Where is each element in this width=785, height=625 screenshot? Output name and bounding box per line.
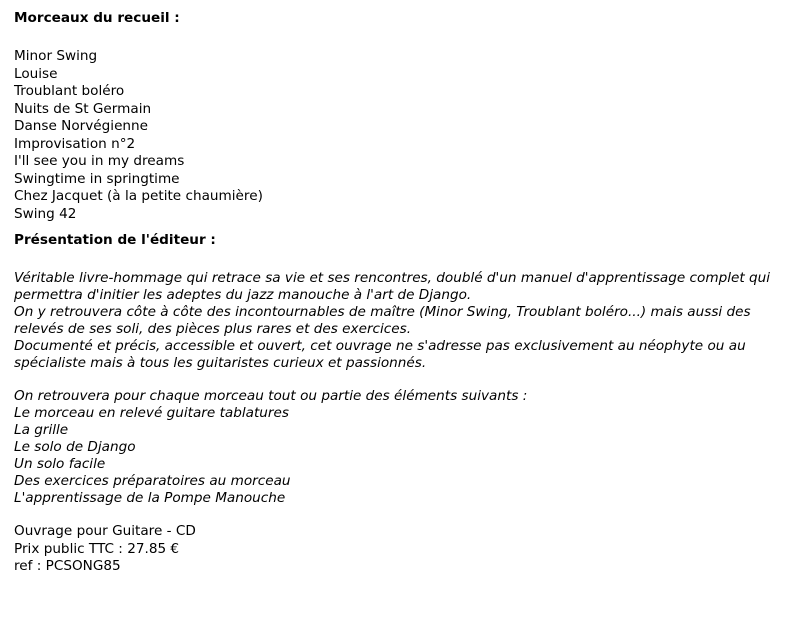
presentation-line: relevés de ses soli, des pièces plus rares et des exercices. <box>14 321 412 337</box>
element-item: L'apprentissage de la Pompe Manouche <box>14 490 286 506</box>
track-item: I'll see you in my dreams <box>14 153 185 169</box>
track-item: Swing 42 <box>14 205 77 222</box>
track-item: Nuits de St Germain <box>14 100 152 117</box>
element-item: Des exercices préparatoires au morceau <box>14 473 291 489</box>
recueil-heading: Morceaux du recueil : <box>14 10 180 26</box>
product-format: Ouvrage pour Guitare - CD <box>14 523 196 539</box>
track-item: Chez Jacquet (à la petite chaumière) <box>14 188 263 204</box>
product-footer <box>14 523 779 576</box>
presentation-line: Documenté et précis, accessible et ouvert, cet ouvrage ne s'adresse pas exclusivement au néophyte ou au <box>14 338 746 354</box>
track-item: Minor Swing <box>14 48 98 64</box>
presentation-heading: Présentation de l'éditeur : <box>14 232 216 248</box>
presentation-line: Véritable livre-hommage qui retrace sa vie et ses rencontres, doublé d'un manuel d'apprentissage complet qui <box>14 270 771 286</box>
track-item: Louise <box>14 65 58 82</box>
product-price: Prix public TTC : 27.85 € <box>14 540 180 557</box>
track-item: Improvisation n°2 <box>14 135 136 152</box>
element-item: Le solo de Django <box>14 439 136 455</box>
presentation-text <box>14 270 779 372</box>
track-list <box>14 48 779 223</box>
track-item: Danse Norvégienne <box>14 118 149 134</box>
elements-list <box>14 388 779 507</box>
presentation-line: spécialiste mais à tous les guitaristes curieux et passionnés. <box>14 355 427 371</box>
track-item: Troublant boléro <box>14 83 125 99</box>
elements-intro: On retrouvera pour chaque morceau tout ou partie des éléments suivants : <box>14 388 528 404</box>
element-item: La grille <box>14 422 69 438</box>
track-item: Swingtime in springtime <box>14 170 180 187</box>
presentation-line: permettra d'initier les adeptes du jazz manouche à l'art de Django. <box>14 287 472 303</box>
presentation-line: On y retrouvera côte à côte des incontournables de maître (Minor Swing, Troublant boléro...) mais aussi des <box>14 304 751 320</box>
product-ref: ref : PCSONG85 <box>14 558 121 574</box>
product-description <box>14 10 779 576</box>
element-item: Le morceau en relevé guitare tablatures <box>14 405 289 421</box>
element-item: Un solo facile <box>14 456 106 472</box>
